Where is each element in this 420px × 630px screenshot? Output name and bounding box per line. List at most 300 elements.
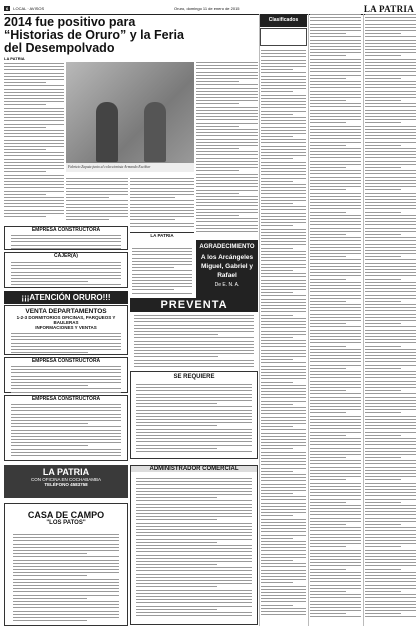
text-line xyxy=(365,454,416,455)
text-line xyxy=(261,506,306,507)
text-line xyxy=(130,219,175,220)
text-line xyxy=(365,40,416,41)
text-line xyxy=(261,442,306,443)
text-line xyxy=(365,534,416,535)
text-line xyxy=(310,613,346,614)
text-line xyxy=(261,563,306,564)
text-line xyxy=(11,442,121,443)
text-line xyxy=(11,407,121,408)
text-line xyxy=(11,376,121,377)
text-line xyxy=(365,527,416,528)
text-line xyxy=(365,562,416,563)
text-line xyxy=(66,181,128,182)
text-line xyxy=(196,218,258,219)
text-line xyxy=(261,375,306,376)
text-line xyxy=(136,491,252,492)
text-line xyxy=(365,339,416,340)
text-line xyxy=(365,148,416,149)
text-line xyxy=(261,334,306,335)
text-line xyxy=(365,78,401,79)
text-line xyxy=(365,597,416,598)
text-line xyxy=(130,181,194,182)
text-line xyxy=(365,30,416,31)
text-line xyxy=(310,304,361,305)
text-line xyxy=(196,209,258,210)
text-line xyxy=(4,178,64,179)
text-line xyxy=(365,448,416,449)
text-line xyxy=(136,535,252,536)
text-line xyxy=(310,333,361,334)
text-line xyxy=(365,110,416,111)
text-line xyxy=(136,394,252,395)
text-line xyxy=(310,400,361,401)
ad-agradecimiento-sign: De E. N. A. xyxy=(214,282,240,288)
text-line xyxy=(11,248,121,249)
text-line xyxy=(261,82,306,83)
text-line xyxy=(310,310,361,311)
text-line xyxy=(196,72,258,73)
text-line xyxy=(365,97,416,98)
text-line xyxy=(365,483,416,484)
text-line xyxy=(310,502,346,503)
text-line xyxy=(261,436,306,437)
text-line xyxy=(365,393,416,394)
text-line xyxy=(261,426,293,427)
ad-constructora-1-title: EMPRESA CONSTRUCTORA xyxy=(31,227,101,233)
text-line xyxy=(261,276,306,277)
text-line xyxy=(11,272,121,273)
text-line xyxy=(261,165,306,166)
text-line xyxy=(365,256,401,257)
text-line xyxy=(365,521,416,522)
text-line xyxy=(261,455,306,456)
text-line xyxy=(11,379,121,380)
text-line xyxy=(310,581,361,582)
text-line xyxy=(310,393,361,394)
text-line xyxy=(310,189,346,190)
text-line xyxy=(196,100,258,101)
photo-person-1 xyxy=(96,102,118,162)
text-line xyxy=(11,455,121,456)
text-line xyxy=(11,426,121,427)
text-line xyxy=(13,582,119,583)
text-line xyxy=(11,278,121,279)
text-line xyxy=(365,215,416,216)
text-line xyxy=(196,199,258,200)
text-line xyxy=(130,178,194,179)
text-line xyxy=(196,231,258,232)
text-line xyxy=(365,167,401,168)
text-line xyxy=(136,523,252,524)
text-line xyxy=(196,116,258,117)
text-line xyxy=(134,356,218,357)
text-line xyxy=(261,238,306,239)
text-line xyxy=(136,445,252,446)
ad-constructora-3 xyxy=(4,395,128,461)
text-line xyxy=(365,135,416,136)
text-line xyxy=(310,266,361,267)
text-line xyxy=(136,413,252,414)
text-line xyxy=(136,545,252,546)
text-line xyxy=(310,339,361,340)
text-line xyxy=(136,516,252,517)
text-line xyxy=(365,489,416,490)
text-line xyxy=(310,323,346,324)
text-line xyxy=(13,575,87,576)
text-line xyxy=(310,556,361,557)
text-line xyxy=(261,519,306,520)
text-line xyxy=(261,538,293,539)
text-line xyxy=(13,547,119,548)
ad-atencion-oruro: ¡¡¡ATENCIÓN ORURO!!! xyxy=(4,291,128,304)
text-line xyxy=(261,283,306,284)
text-line xyxy=(365,247,416,248)
text-line xyxy=(66,197,109,198)
text-line xyxy=(365,266,416,267)
text-line xyxy=(11,275,121,276)
text-line xyxy=(261,331,306,332)
text-line xyxy=(310,607,361,608)
text-line xyxy=(365,129,416,130)
text-line xyxy=(11,445,88,446)
text-line xyxy=(261,120,306,121)
text-line xyxy=(261,528,306,529)
text-line xyxy=(261,340,306,341)
text-line xyxy=(261,69,293,70)
text-line xyxy=(365,572,416,573)
text-line xyxy=(4,216,46,217)
text-line xyxy=(310,183,361,184)
text-line xyxy=(310,454,361,455)
text-line xyxy=(132,277,192,278)
text-line xyxy=(261,292,293,293)
text-line xyxy=(365,330,416,331)
text-line xyxy=(261,241,306,242)
text-line xyxy=(261,592,306,593)
text-line xyxy=(261,350,306,351)
text-line xyxy=(365,326,416,327)
ad-patria-subtitle: CON OFICINA EN COCHABAMBA xyxy=(30,477,101,482)
text-line xyxy=(11,241,121,242)
text-line xyxy=(4,133,64,134)
text-line xyxy=(13,601,119,602)
text-line xyxy=(310,546,346,547)
text-line xyxy=(261,315,293,316)
ad-constructora-3-title: EMPRESA CONSTRUCTORA xyxy=(31,396,101,402)
text-line xyxy=(261,178,306,179)
text-line xyxy=(66,204,128,205)
ad-venta-subtitle: 1-2-3 DORMITORIOS OFICINAS, PARQUEOS Y BAULERAS xyxy=(16,315,116,325)
text-line xyxy=(310,291,361,292)
text-line xyxy=(261,251,306,252)
article-col-4 xyxy=(196,62,258,238)
text-line xyxy=(261,123,306,124)
text-line xyxy=(310,30,361,31)
text-line xyxy=(365,250,416,251)
text-line xyxy=(365,486,416,487)
text-line xyxy=(310,352,361,353)
text-line xyxy=(261,53,306,54)
text-line xyxy=(134,331,254,332)
text-line xyxy=(365,310,416,311)
text-line xyxy=(132,267,174,268)
text-line xyxy=(365,565,416,566)
text-line xyxy=(365,228,416,229)
text-line xyxy=(196,139,258,140)
text-line xyxy=(261,382,293,383)
text-line xyxy=(365,569,401,570)
text-line xyxy=(261,487,306,488)
text-line xyxy=(365,406,416,407)
text-line xyxy=(196,75,258,76)
text-line xyxy=(196,81,239,82)
text-line xyxy=(310,559,361,560)
classifieds-header: Clasificados xyxy=(260,14,307,27)
text-line xyxy=(196,110,258,111)
text-line xyxy=(310,390,346,391)
text-line xyxy=(261,595,306,596)
text-line xyxy=(261,155,306,156)
text-line xyxy=(365,591,401,592)
text-line xyxy=(310,208,361,209)
text-line xyxy=(136,507,252,508)
text-line xyxy=(196,164,258,165)
text-line xyxy=(261,394,306,395)
text-line xyxy=(310,27,361,28)
text-line xyxy=(365,355,416,356)
text-line xyxy=(136,574,252,575)
text-line xyxy=(136,481,252,482)
text-line xyxy=(196,154,258,155)
text-line xyxy=(11,238,121,239)
text-line xyxy=(196,205,258,206)
text-line xyxy=(130,216,194,217)
text-line xyxy=(261,535,306,536)
text-line xyxy=(261,423,306,424)
text-line xyxy=(4,194,46,195)
text-line xyxy=(261,407,306,408)
text-line xyxy=(310,569,346,570)
text-line xyxy=(196,190,258,191)
text-line xyxy=(310,473,361,474)
text-line xyxy=(365,94,416,95)
text-line xyxy=(196,228,258,229)
text-line xyxy=(196,202,258,203)
text-line xyxy=(310,161,361,162)
text-line xyxy=(365,46,416,47)
text-line xyxy=(310,142,361,143)
text-line xyxy=(310,355,361,356)
text-line xyxy=(310,40,361,41)
text-line xyxy=(310,594,361,595)
text-line xyxy=(13,563,119,564)
text-line xyxy=(66,210,128,211)
text-line xyxy=(310,527,361,528)
text-line xyxy=(365,269,416,270)
text-line xyxy=(365,323,401,324)
text-line xyxy=(261,346,306,347)
text-line xyxy=(310,97,361,98)
text-line xyxy=(310,71,361,72)
text-line xyxy=(136,539,252,540)
text-line xyxy=(196,62,258,63)
text-line xyxy=(261,200,306,201)
text-line xyxy=(261,254,306,255)
text-line xyxy=(66,191,128,192)
text-line xyxy=(136,596,252,597)
ad-agradecimiento-title: AGRADECIMIENTO xyxy=(199,244,255,250)
text-line xyxy=(136,551,252,552)
text-line xyxy=(310,358,361,359)
text-line xyxy=(310,135,361,136)
text-line xyxy=(310,314,361,315)
text-line xyxy=(365,368,401,369)
text-line xyxy=(261,318,306,319)
text-line xyxy=(310,588,361,589)
text-line xyxy=(4,181,64,182)
text-line xyxy=(310,511,361,512)
text-line xyxy=(261,130,306,131)
text-line xyxy=(365,314,416,315)
text-line xyxy=(11,433,121,434)
text-line xyxy=(310,448,361,449)
classifieds-logo-box xyxy=(260,28,307,46)
ad-agradecimiento-body: A los Arcángeles Miguel, Gabriel y Rafael xyxy=(200,254,254,279)
text-line xyxy=(4,136,64,137)
text-line xyxy=(310,342,361,343)
text-line xyxy=(261,225,293,226)
text-line xyxy=(310,91,361,92)
ad-la-patria-small: LA PATRIA xyxy=(130,232,194,245)
text-line xyxy=(261,493,293,494)
text-line xyxy=(365,304,416,305)
text-line xyxy=(136,612,252,613)
text-line xyxy=(261,448,293,449)
text-line xyxy=(261,582,293,583)
text-line xyxy=(365,422,416,423)
text-line xyxy=(310,428,361,429)
text-line xyxy=(365,170,416,171)
text-line xyxy=(136,593,252,594)
text-line xyxy=(261,136,293,137)
text-line xyxy=(365,371,416,372)
text-line xyxy=(261,50,306,51)
text-line xyxy=(4,73,64,74)
text-line xyxy=(136,606,252,607)
text-line xyxy=(196,84,258,85)
ad-casa-subtitle: "LOS PATOS" xyxy=(46,520,86,526)
text-line xyxy=(365,113,416,114)
text-line xyxy=(261,107,306,108)
text-line xyxy=(310,240,361,241)
text-line xyxy=(365,470,416,471)
text-line xyxy=(261,404,293,405)
text-line xyxy=(365,275,416,276)
text-line xyxy=(4,92,64,93)
text-line xyxy=(310,610,361,611)
text-line xyxy=(365,425,416,426)
text-line xyxy=(261,219,306,220)
text-line xyxy=(310,253,361,254)
text-line xyxy=(261,327,306,328)
text-line xyxy=(310,132,361,133)
text-line xyxy=(310,508,361,509)
text-line xyxy=(365,142,416,143)
text-line xyxy=(365,52,416,53)
text-line xyxy=(4,89,64,90)
text-line xyxy=(13,614,119,615)
text-line xyxy=(310,467,361,468)
text-line xyxy=(365,435,401,436)
article-col-2 xyxy=(66,178,128,223)
text-line xyxy=(310,103,361,104)
ad-admin-title: ADMINISTRADOR COMERCIAL xyxy=(131,466,257,472)
text-line xyxy=(13,553,87,554)
text-line xyxy=(261,598,306,599)
text-line xyxy=(13,537,119,538)
text-line xyxy=(310,444,361,445)
text-line xyxy=(4,82,46,83)
text-line xyxy=(365,157,416,158)
text-line xyxy=(310,49,361,50)
text-line xyxy=(4,95,64,96)
text-line xyxy=(196,103,239,104)
text-line xyxy=(132,258,192,259)
text-line xyxy=(310,374,361,375)
text-line xyxy=(310,492,361,493)
text-line xyxy=(136,548,252,549)
text-line xyxy=(365,87,416,88)
text-line xyxy=(365,202,416,203)
text-line xyxy=(11,439,121,440)
text-line xyxy=(365,244,416,245)
text-line xyxy=(310,301,346,302)
column-separator-3 xyxy=(363,14,364,626)
text-line xyxy=(196,193,239,194)
text-line xyxy=(11,235,121,236)
text-line xyxy=(196,177,258,178)
text-line xyxy=(261,359,293,360)
text-line xyxy=(261,321,306,322)
text-line xyxy=(136,602,252,603)
text-line xyxy=(365,473,416,474)
ad-constructora-2-title: EMPRESA CONSTRUCTORA xyxy=(31,358,101,364)
text-line xyxy=(132,254,192,255)
text-line xyxy=(261,477,306,478)
text-line xyxy=(310,285,361,286)
text-line xyxy=(261,158,293,159)
text-line xyxy=(130,210,194,211)
text-line xyxy=(13,544,119,545)
text-line xyxy=(365,361,416,362)
text-line xyxy=(365,231,416,232)
text-line xyxy=(310,224,361,225)
text-line xyxy=(4,159,64,160)
text-line xyxy=(261,410,306,411)
text-line xyxy=(261,190,306,191)
text-line xyxy=(261,496,306,497)
text-line xyxy=(310,256,346,257)
text-line xyxy=(196,135,258,136)
text-line xyxy=(66,213,128,214)
text-line xyxy=(261,88,306,89)
text-line xyxy=(261,417,306,418)
text-line xyxy=(4,155,64,156)
text-line xyxy=(310,205,361,206)
text-line xyxy=(310,499,361,500)
text-line xyxy=(66,219,109,220)
text-line xyxy=(310,17,361,18)
